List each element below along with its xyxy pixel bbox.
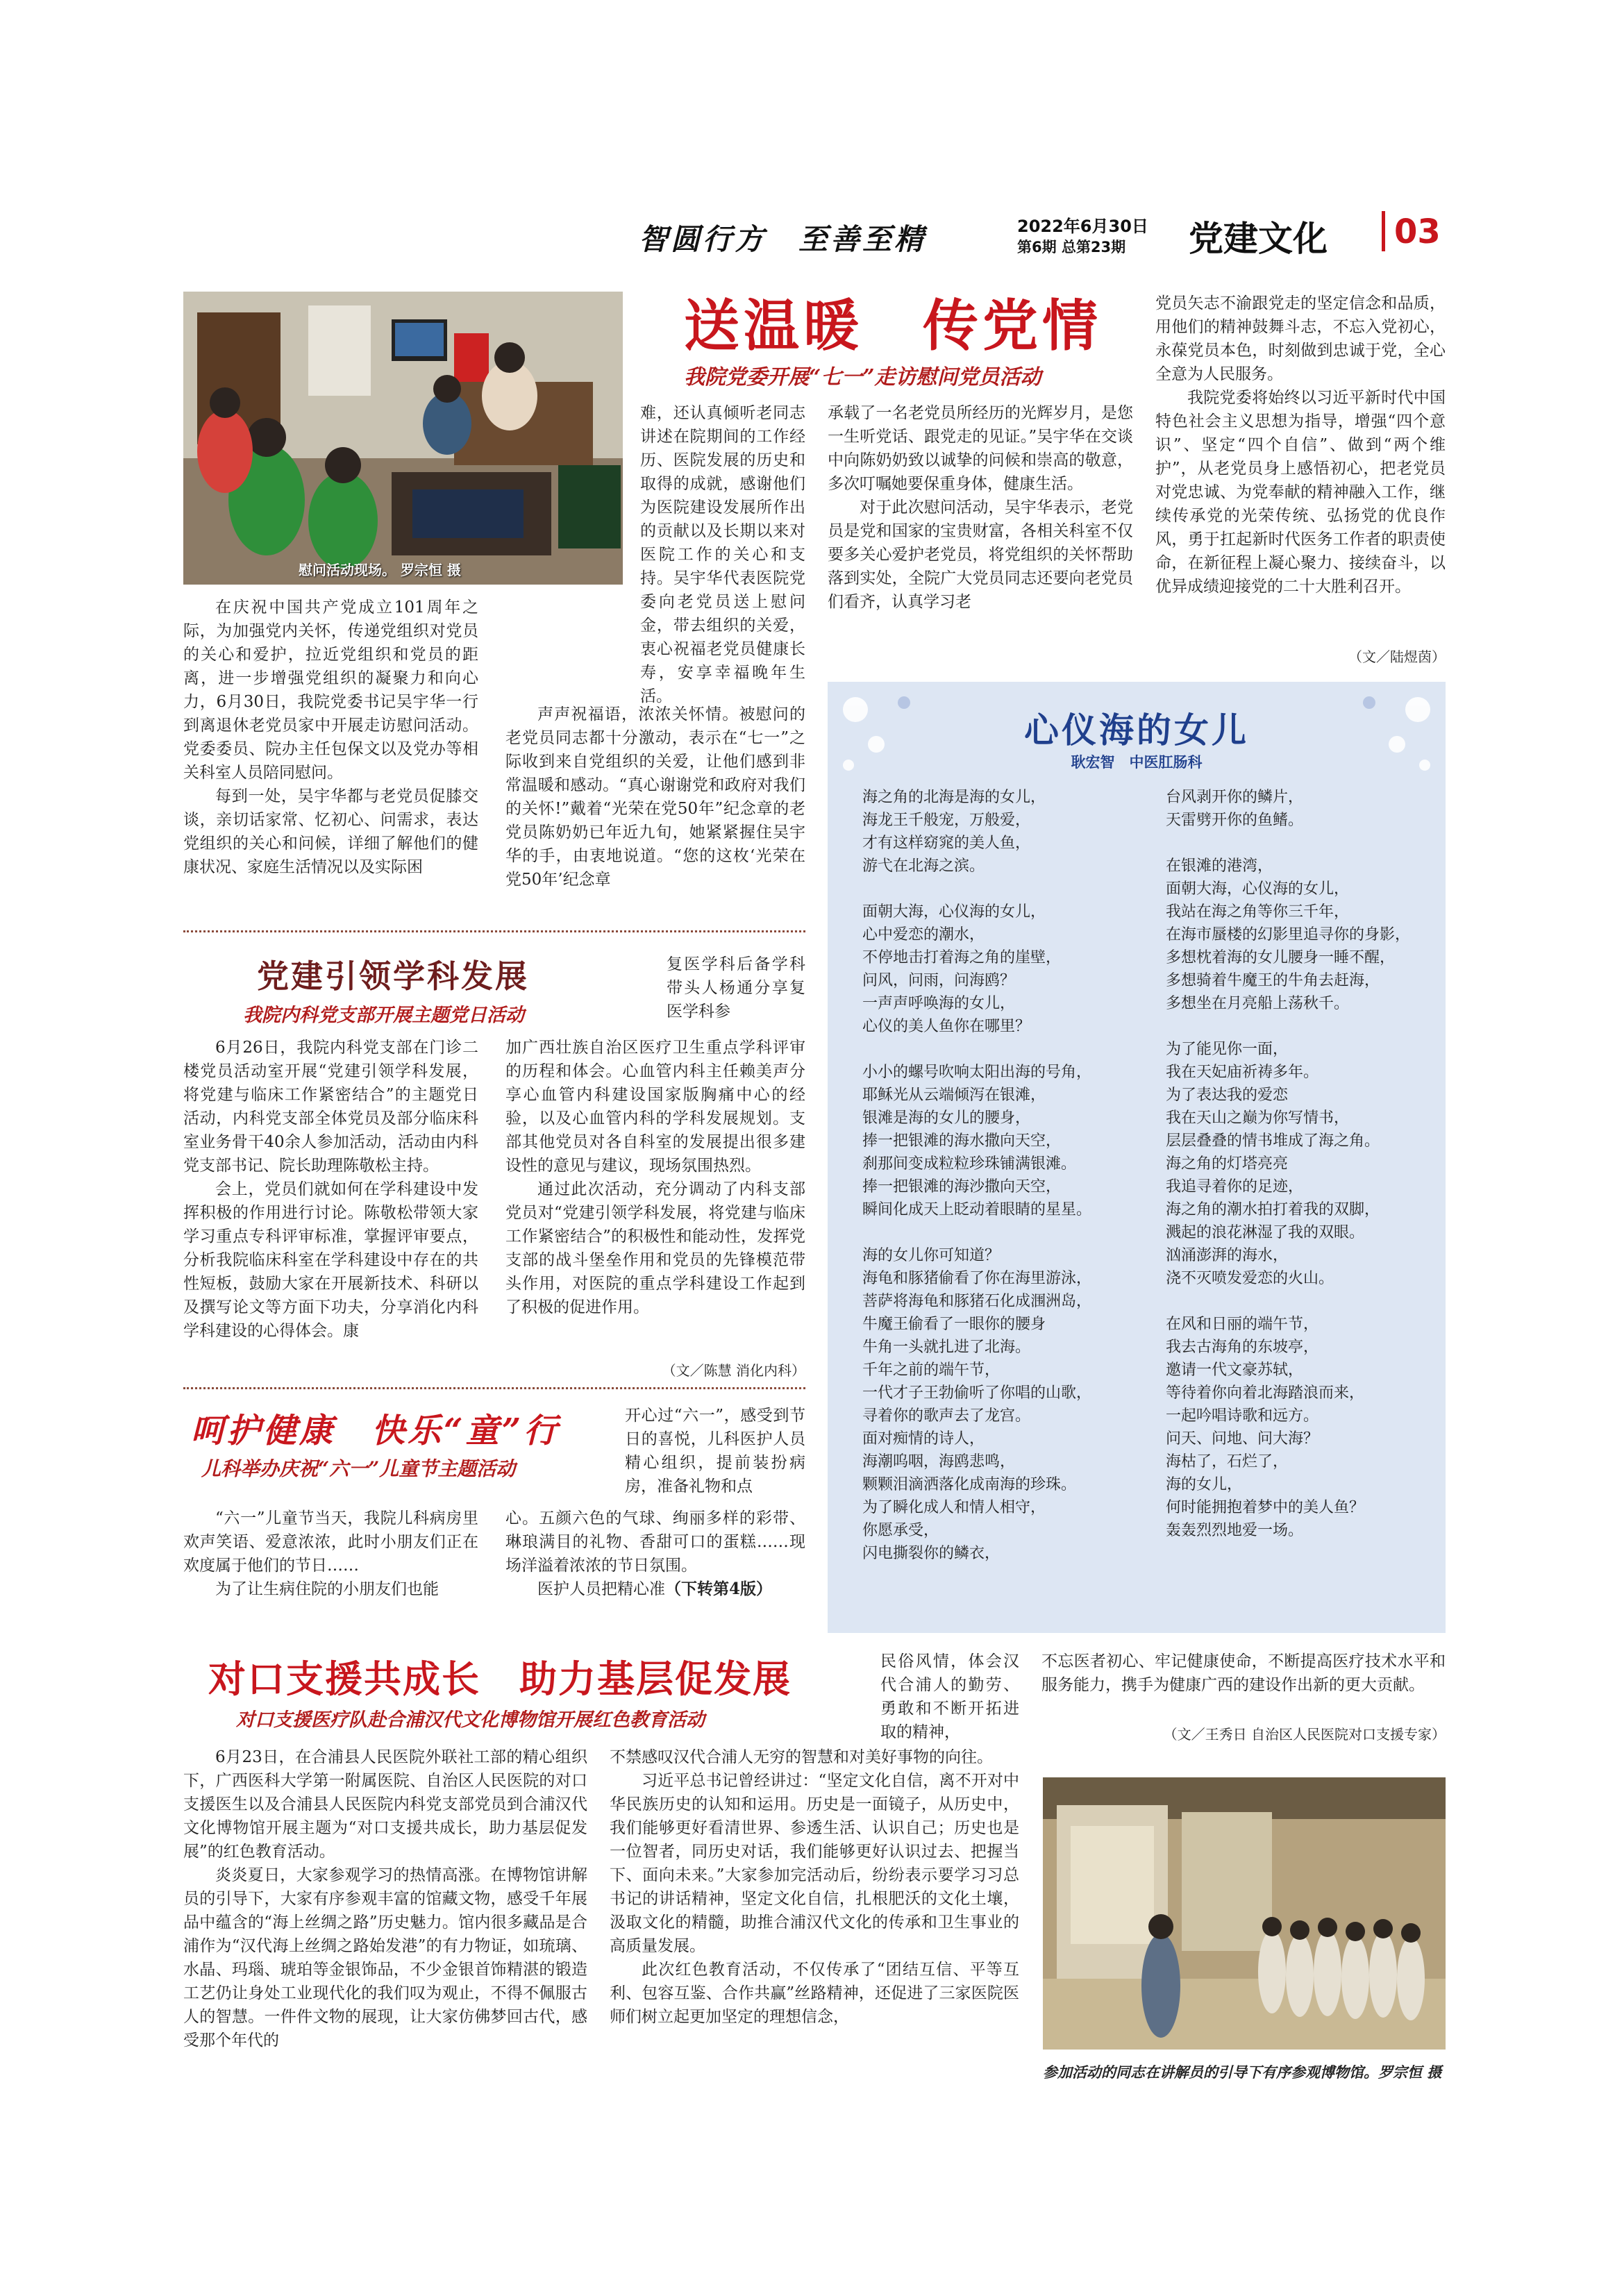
issue-number: 第6期 总第23期: [1017, 239, 1126, 255]
paragraph: 承载了一名老党员所经历的光辉岁月，是您一生听党话、跟党走的见证。”吴宇华在交谈中向陈奶奶致以诚挚的问候和崇高的敬意，多次叮嘱她要保重身体，健康生活。: [828, 404, 1133, 493]
poem-title: 心仪海的女儿: [1024, 710, 1249, 751]
article3-col-right-top: [625, 1404, 805, 1498]
article3-col-right: [505, 1507, 805, 1601]
article1-col-a: [640, 401, 805, 708]
stanza: 台风剥开你的鳞片， 天雷劈开你的鱼鳍。: [1166, 789, 1304, 829]
paragraph: 会上，党员们就如何在学科建设中发挥积极的作用进行讨论。陈敬松带领大家学习重点专科评审标准，掌握评审要点，分析我院临床科室在学科建设中存在的共性短板，鼓励大家在开展新技术、科研以及撰写论文等方面下功夫，分享消化内科学科建设的心得体会。康: [183, 1180, 478, 1340]
article4-subtitle: 对口支援医疗队赴合浦汉代文化博物馆开展红色教育活动: [236, 1709, 705, 1731]
paragraph: 民俗风情，体会汉代合浦人的勤劳、勇敢和不断开拓进取的精神，: [880, 1652, 1019, 1741]
article1-col-left: [183, 596, 478, 879]
separator: [183, 930, 805, 932]
article4-col-mid: [610, 1745, 1019, 2029]
paragraph: 通过此次活动，充分调动了内科支部党员对“党建引领学科发展，将党建与临床工作紧密结合”的积极性和能动性，发挥党支部的战斗堡垒作用和党员的先锋模范带头作用，对医院的重点学科建设工作起到了积极的促进作用。: [505, 1180, 805, 1316]
article4-photo: [1043, 1777, 1446, 2050]
section-bar: [1382, 211, 1385, 251]
motto: 智圆行方 至善至精: [639, 222, 927, 256]
paragraph-text: 医护人员把精心准: [537, 1580, 665, 1598]
article3-col-left: [183, 1507, 478, 1601]
page-number: 03: [1394, 212, 1441, 251]
paragraph: 不忘医者初心、牢记健康使命，不断提高医疗技术水平和服务能力，携手为健康广西的建设作出新的更大贡献。: [1041, 1652, 1446, 1694]
article1-credit: （文／陆煜茵）: [1348, 648, 1446, 665]
paragraph: 习近平总书记曾经讲过：“坚定文化自信，离不开对中华民族历史的认知和运用。历史是一面镜子，从历史中，我们能够更好看清世界、参透生活、认识自己；历史也是一位智者，同历史对话，我们能够更好认识过去、把握当下、面向未来。”大家参加完活动后，纷纷表示要学习习总书记的讲话精神，坚定文化自信，扎根肥沃的文化土壤，汲取文化的精髓，助推合浦汉代文化的传承和卫生事业的高质量发展。: [610, 1772, 1019, 1955]
article1-subtitle: 我院党委开展“七一”走访慰问党员活动: [684, 365, 1041, 389]
separator: [183, 1387, 805, 1389]
poem-author: 耿宏智 中医肛肠科: [1071, 754, 1203, 771]
section-title: 党建文化: [1189, 218, 1328, 259]
poem-box: [828, 682, 1446, 1633]
stanza: 海之角的北海是海的女儿， 海龙王千般宠，万般爱， 才有这样窈窕的美人鱼， 游弋在北海之滨。: [862, 789, 1046, 875]
article1-col-c: [828, 401, 1133, 614]
poem-left-column: [862, 786, 1140, 1565]
article4-col-right: [1041, 1650, 1446, 1697]
paragraph: 炎炎夏日，大家参观学习的热情高涨。在博物馆讲解员的引导下，大家有序参观丰富的馆藏文物，感受千年展品中蕴含的“海上丝绸之路”历史魅力。馆内很多藏品是合浦作为“汉代海上丝绸之路始发港”的有力物证，如琉璃、水晶、玛瑙、琥珀等金银饰品，不少金银首饰精湛的锻造工艺仍让身处工业现代化的我们叹为观止，不得不佩服古人的智慧。一件件文物的展现，让大家仿佛梦回古代，感受那个年代的: [183, 1866, 587, 2050]
stanza: 为了能见你一面， 我在天妃庙祈祷多年。 为了表达我的爱恋 我在天山之巅为你写情书， 层层叠叠的情书堆成了海之角。 海之角的灯塔亮亮 我追寻着你的足迹， 海之角的潮水拍打着我的双脚， 溅起的浪花淋湿了我的双眼。 汹涌澎湃的海水， 浇不灭喷发爱恋的火山。: [1166, 1041, 1380, 1287]
paragraph: 不禁感叹汉代合浦人无穷的智慧和对美好事物的向往。: [610, 1748, 993, 1766]
article2-credit: （文／陈慧 消化内科）: [662, 1362, 805, 1379]
article2-col-left: [183, 1036, 478, 1343]
paragraph: 难，还认真倾听老同志讲述在院期间的工作经历、医院发展的历史和取得的成就，感谢他们为医院建设发展所作出的贡献以及长期以来对医院工作的关心和支持。吴宇华代表医院党委向老党员送上慰问金，带去组织的关爱，衷心祝福老党员健康长寿，安享幸福晚年生活。: [640, 404, 805, 705]
article4-credit: （文／王秀日 自治区人民医院对口支援专家）: [1163, 1726, 1446, 1743]
paragraph: 此次红色教育活动，不仅传承了“团结互信、平等互利、包容互鉴、合作共赢”丝路精神，还促进了三家医院医师们树立起更加坚定的理想信念，: [610, 1961, 1019, 2026]
stanza: 海的女儿你可知道？ 海龟和豚猪偷看了你在海里游泳， 菩萨将海龟和豚猪石化成涠洲岛， 牛魔王偷看了一眼你的腰身 牛角一头就扎进了北海。 千年之前的端午节， 一代才子王勃偷听了你唱的山歌， 寻着你的歌声去了龙宫。 面对痴情的诗人， 海潮呜咽，海鸥悲鸣， 颗颗泪滴洒落化成南海的珍珠。 为了瞬化成人和情人相守， 你愿承受， 闪电撕裂你的鳞衣，: [862, 1247, 1092, 1562]
stanza: 在银滩的港湾， 面朝大海，心仪海的女儿， 我站在海之角等你三千年， 在海市蜃楼的幻影里追寻你的身影， 多想枕着海的女儿腰身一睡不醒， 多想骑着牛魔王的牛角去赶海， 多想坐在月亮船上荡秋千。: [1166, 857, 1411, 1012]
paragraph: 6月26日，我院内科党支部在门诊二楼党员活动室开展“党建引领学科发展，将党建与临床工作紧密结合”的主题党日活动，内科党支部全体党员及部分临床科室业务骨干40余人参加活动，活动由内科党支部书记、院长助理陈敬松主持。: [183, 1039, 478, 1175]
article1-photo: [183, 292, 623, 585]
museum-visit-illustration: [1043, 1777, 1446, 2050]
continued-note: （下转第4版）: [665, 1579, 773, 1598]
stanza: 在风和日丽的端午节， 我去古海角的东坡亭， 邀请一代文豪苏轼， 等待着你向着北海踏浪而来， 一起吟唱诗歌和远方。 问天、问地、问大海？ 海枯了，石烂了， 海的女儿， 何时能拥抱着梦中的美人鱼？ 轰轰烈烈地爱一场。: [1166, 1316, 1365, 1539]
paragraph: 心。五颜六色的气球、绚丽多样的彩带、琳琅满目的礼物、香甜可口的蛋糕……现场洋溢着浓浓的节日氛围。: [505, 1509, 805, 1575]
paragraph: 每到一处，吴宇华都与老党员促膝交谈，亲切话家常、忆初心、问需求，表达党组织的关心和问候，详细了解他们的健康状况、家庭生活情况以及实际困: [183, 787, 478, 876]
article1-col-mid: [505, 703, 805, 891]
issue-date: 2022年6月30日: [1017, 217, 1148, 236]
visit-scene-illustration: [183, 292, 623, 585]
article1-title: 送温暖 传党情: [684, 293, 1102, 358]
paragraph: 6月23日，在合浦县人民医院外联社工部的精心组织下，广西医科大学第一附属医院、自治区人民医院的对口支援医生以及合浦县人民医院内科党支部党员到合浦汉代文化博物馆开展主题为“对口支援共成长，助力基层促发展”的红色教育活动。: [183, 1748, 587, 1861]
article2-col-right-top: [667, 953, 805, 1023]
paragraph: 对于此次慰问活动，吴宇华表示，老党员是党和国家的宝贵财富，各相关科室不仅要多关心爱护老党员，将党组织的关怀帮助落到实处，全院广大党员同志还要向老党员们看齐，认真学习老: [828, 498, 1133, 611]
stanza: 小小的螺号吹响太阳出海的号角， 耶稣光从云端倾泻在银滩， 银滩是海的女儿的腰身， 捧一把银滩的海水撒向天空， 刹那间变成粒粒珍珠铺满银滩。 捧一把银滩的海沙撒向天空， 瞬间化成天上眨动着眼睛的星星。: [862, 1064, 1092, 1218]
article2-col-right: [505, 1036, 805, 1319]
paragraph: 为了让生病住院的小朋友们也能: [215, 1580, 439, 1598]
paragraph: [505, 1577, 805, 1601]
paragraph: 声声祝福语，浓浓关怀情。被慰问的老党员同志都十分激动，表示在“七一”之际收到来自党组织的关爱，让他们感到非常温暖和感动。“真心谢谢党和政府对我们的关怀!”戴着“光荣在党50年”纪念章的老党员陈奶奶已年近九旬，她紧紧握住吴宇华的手，由衷地说道。“您的这枚‘光荣在党50年’纪念章: [505, 705, 805, 889]
article4-title: 对口支援共成长 助力基层促发展: [208, 1657, 792, 1701]
paragraph: 加广西壮族自治区医疗卫生重点学科评审的历程和体会。心血管内科主任赖美声分享心血管内科建设国家版胸痛中心的经验，以及心血管内科的学科发展规划。支部其他党员对各自科室的发展提出很多建设性的意见与建议，现场氛围热烈。: [505, 1039, 805, 1175]
article2-subtitle: 我院内科党支部开展主题党日活动: [243, 1005, 524, 1026]
stanza: 面朝大海，心仪海的女儿， 心中爱恋的潮水， 不停地击打着海之角的崖壁， 问风，问雨，问海鸥？ 一声声呼唤海的女儿， 心仪的美人鱼你在哪里？: [862, 903, 1062, 1035]
article4-col-left: [183, 1745, 587, 2052]
article1-col-d: [1155, 292, 1446, 598]
paragraph: 党员矢志不渝跟党走的坚定信念和品质，用他们的精神鼓舞斗志，不忘入党初心，永葆党员本色，时刻做到忠诚于党，全心全意为人民服务。: [1155, 294, 1446, 383]
article1-photo-caption: 慰问活动现场。 罗宗恒 摄: [299, 562, 461, 578]
paragraph: “六一”儿童节当天，我院儿科病房里欢声笑语、爱意浓浓，此时小朋友们正在欢度属于他们的节日……: [183, 1509, 478, 1575]
article4-col-mid-top: [880, 1650, 1019, 1744]
article3-title: 呵护健康 快乐“童”行: [191, 1411, 560, 1450]
poem-right-column: [1166, 786, 1443, 1542]
paragraph: 复医学科后备学科带头人杨通分享复医学科参: [667, 955, 805, 1021]
paragraph: 在庆祝中国共产党成立101周年之际，为加强党内关怀，传递党组织对党员的关心和爱护，拉近党组织和党员的距离，进一步增强党组织的凝聚力和向心力，6月30日，我院党委书记吴宇华一行到离退休老党员家中开展走访慰问活动。党委委员、院办主任包保文以及党办等相关科室人员陪同慰问。: [183, 598, 478, 782]
paragraph: 开心过“六一”，感受到节日的喜悦，儿科医护人员精心组织，提前装扮病房，准备礼物和点: [625, 1407, 805, 1495]
article4-photo-caption: 参加活动的同志在讲解员的引导下有序参观博物馆。罗宗恒 摄: [1043, 2064, 1442, 2081]
article3-subtitle: 儿科举办庆祝“六一”儿童节主题活动: [201, 1457, 516, 1480]
article2-title: 党建引领学科发展: [257, 957, 529, 995]
paragraph: 我院党委将始终以习近平新时代中国特色社会主义思想为指导，增强“四个意识”、坚定“四个自信”、做到“两个维护”，从老党员身上感悟初心，把老党员对党忠诚、为党奉献的精神融入工作，继续传承党的光荣传统、弘扬党的优良作风，勇于扛起新时代医务工作者的职责使命，在新征程上凝心聚力、接续奋斗，以优异成绩迎接党的二十大胜利召开。: [1155, 389, 1446, 596]
masthead: [639, 208, 1458, 264]
